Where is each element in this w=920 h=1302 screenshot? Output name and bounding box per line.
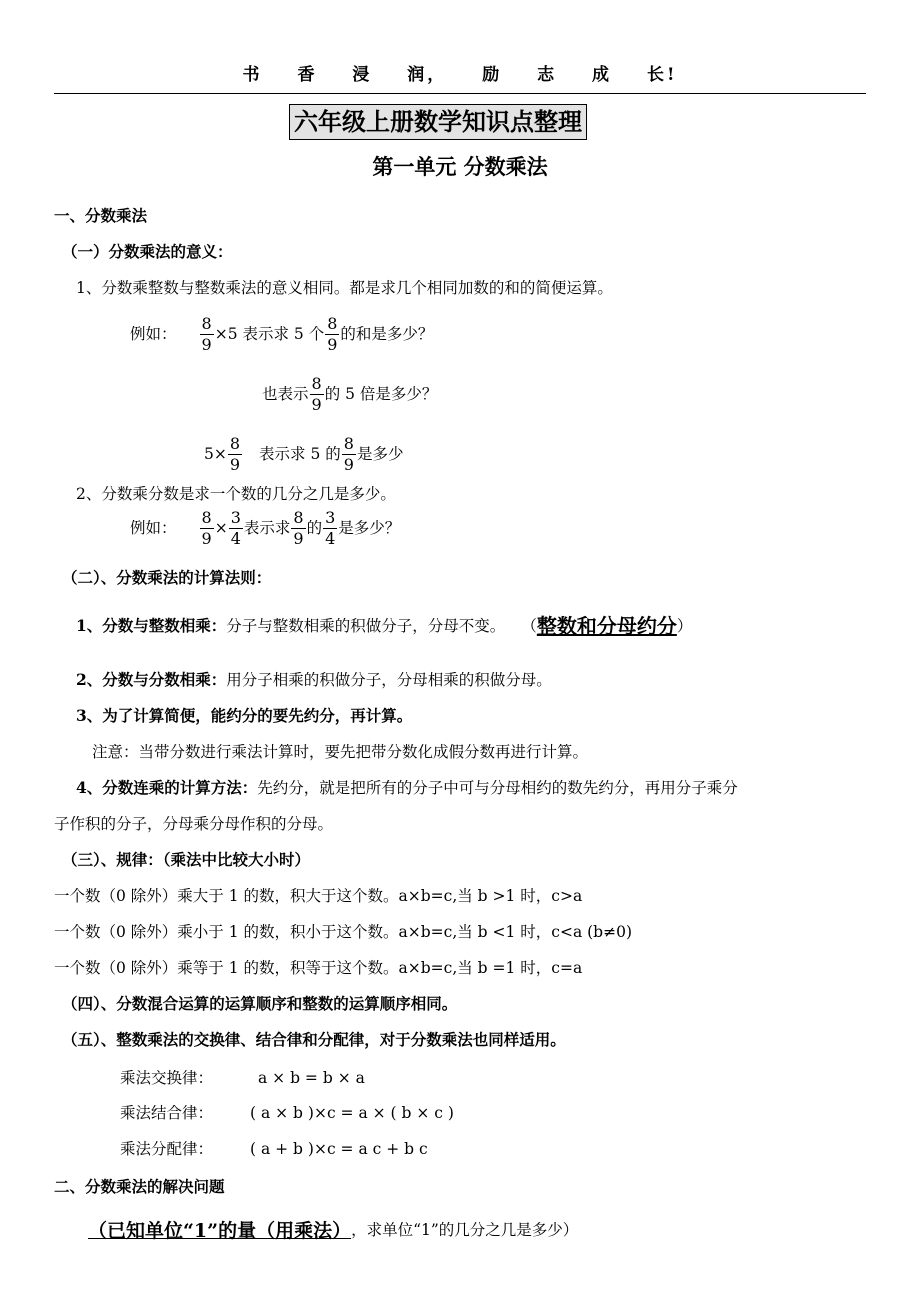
example1-label: 例如： xyxy=(130,325,177,343)
header-slogan: 书 香 浸 润， 励 志 成 长! xyxy=(242,65,678,85)
rule4-cont: 子作积的分子，分母乘分母作积的分母。 xyxy=(54,815,334,833)
fraction-8-9: $\frac{8}{9}$ xyxy=(311,373,322,414)
rule2: 2、分数与分数相乘：用分子相乘的积做分子，分母相乘的积做分母。 xyxy=(76,670,552,689)
unit-title: 第一单元 分数乘法 xyxy=(372,154,548,179)
example4: 例如： $\frac{8}{9}$ × $\frac{3}{4}$ 表示求 $\frac{8}{9}$ 的 $\frac{3}{4}$ 是多少？ xyxy=(130,507,401,548)
example1: 例如： $\frac{8}{9}$ ×5 表示求 5 个 $\frac{8}{9}$ 的和是多少？ xyxy=(130,313,434,354)
law-associative-label: 乘法结合律： xyxy=(120,1104,214,1122)
doc-title: 六年级上册数学知识点整理 xyxy=(289,104,587,140)
law-associative: ( a × b )×c = a × ( b × c ) xyxy=(250,1104,454,1122)
header-rule xyxy=(54,93,866,94)
fraction-3-4: $\frac{3}{4}$ xyxy=(230,507,241,548)
rule1: 1、分数与整数相乘： 分子与整数相乘的积做分子，分母不变。 （ 整数和分母约分 ） xyxy=(76,614,693,638)
section2-question: （已知单位“1”的量（用乘法） ，求单位“1”的几分之几是多少） xyxy=(88,1219,579,1242)
law-distributive: ( a + b )×c = a c + b c xyxy=(250,1140,428,1158)
law-commutative-label: 乘法交换律： xyxy=(120,1069,214,1087)
law-line-1: 一个数（0 除外）乘大于 1 的数，积大于这个数。a×b=c,当 b >1 时，c>a xyxy=(54,887,583,905)
fraction-8-9: $\frac{8}{9}$ xyxy=(201,507,212,548)
fraction-8-9: $\frac{8}{9}$ xyxy=(327,313,338,354)
example3: 5× $\frac{8}{9}$ 表示求 5 的 $\frac{8}{9}$ 是多少 xyxy=(204,433,404,474)
rule4: 4、分数连乘的计算方法：先约分，就是把所有的分子中可与分母相约的数先约分，再用分子乘分 xyxy=(76,778,738,797)
rule3: 3、为了计算简便，能约分的要先约分，再计算。 xyxy=(76,706,413,725)
part2-heading: （二）、分数乘法的计算法则： xyxy=(62,568,272,587)
fraction-8-9: $\frac{8}{9}$ xyxy=(293,507,304,548)
rule1-note: 整数和分母约分 xyxy=(536,614,677,638)
section1-heading: 一、分数乘法 xyxy=(54,206,148,225)
part5-heading: （五）、整数乘法的交换律、结合律和分配律，对于分数乘法也同样适用。 xyxy=(62,1030,566,1049)
fraction-8-9: $\frac{8}{9}$ xyxy=(229,433,241,474)
section2-heading: 二、分数乘法的解决问题 xyxy=(54,1177,225,1196)
law-line-3: 一个数（0 除外）乘等于 1 的数，积等于这个数。a×b=c,当 b =1 时，c=a xyxy=(54,959,583,977)
part4-heading: （四）、分数混合运算的运算顺序和整数的运算顺序相同。 xyxy=(62,994,458,1013)
part1-item2: 2、分数乘分数是求一个数的几分之几是多少。 xyxy=(76,485,396,503)
part1-heading: （一）分数乘法的意义： xyxy=(62,242,233,261)
fraction-8-9: $\frac{8}{9}$ xyxy=(201,313,212,354)
law-commutative: a × b = b × a xyxy=(258,1069,365,1087)
part1-item1: 1、分数乘整数与整数乘法的意义相同。都是求几个相同加数的和的简便运算。 xyxy=(76,279,613,297)
fraction-3-4: $\frac{3}{4}$ xyxy=(325,507,336,548)
law-line-2: 一个数（0 除外）乘小于 1 的数，积小于这个数。a×b=c,当 b <1 时，c<a (b≠0) xyxy=(54,923,633,941)
note: 注意：当带分数进行乘法计算时，要先把带分数化成假分数再进行计算。 xyxy=(92,743,589,761)
example2: 也表示 $\frac{8}{9}$ 的 5 倍是多少？ xyxy=(262,373,438,414)
law-distributive-label: 乘法分配律： xyxy=(120,1140,214,1158)
fraction-8-9: $\frac{8}{9}$ xyxy=(343,433,354,474)
part3-heading: （三）、规律：（乘法中比较大小时） xyxy=(62,850,311,869)
